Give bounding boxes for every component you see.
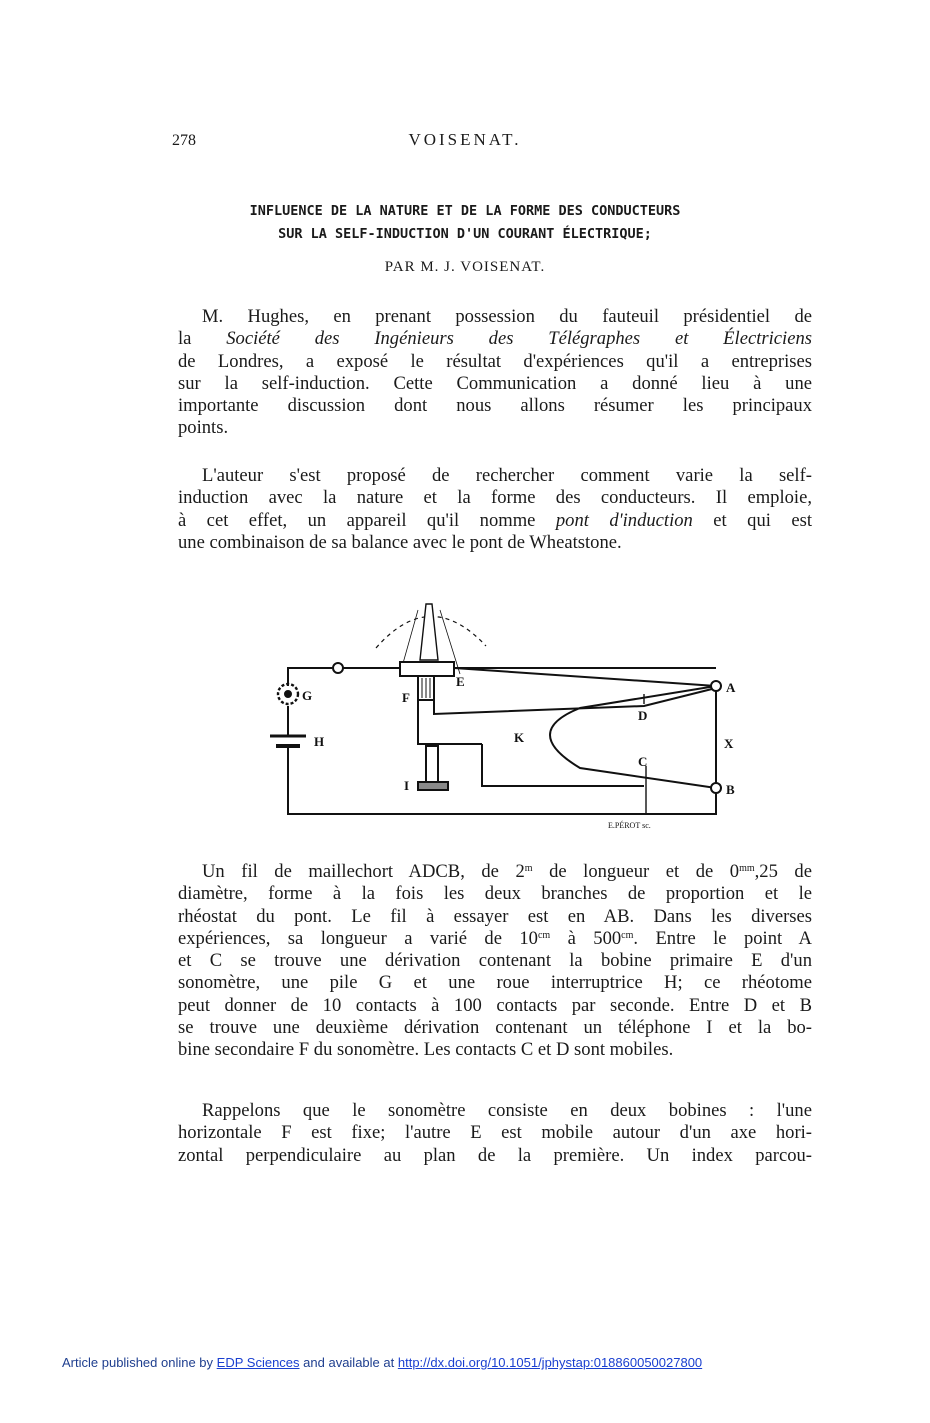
text-line: expériences, sa longueur a varié de $10^{cm}$ à $500^{cm}$. Entre le point A xyxy=(178,927,812,949)
figure-label-b: B xyxy=(726,782,735,797)
figure-label-a: A xyxy=(726,680,736,695)
footer-middle: and available at xyxy=(303,1355,395,1370)
text-line: une combinaison de sa balance avec le pont de Wheatstone. xyxy=(178,531,622,553)
text-line: se trouve une deuxième dérivation contenant un téléphone I et la bo- xyxy=(178,1017,812,1039)
paragraph-2 xyxy=(178,465,812,554)
text-line: zontal perpendiculaire au plan de la première. Un index parcou- xyxy=(178,1144,812,1166)
text-line: Un fil de maillechort ADCB, de 2$^m$ de longueur et de $0^{mm},25$ de xyxy=(202,861,812,882)
text-line: à cet effet, un appareil qu'il nomme pont d'induction et qui est xyxy=(178,509,812,531)
figure-label-x: X xyxy=(724,736,734,751)
figure-label-h: H xyxy=(314,734,325,749)
text-line: points. xyxy=(178,417,229,439)
figure-label-d: D xyxy=(638,708,648,723)
article-author: PAR M. J. VOISENAT. xyxy=(384,259,546,275)
text-line: induction avec la nature et la forme des conducteurs. Il emploie, xyxy=(178,487,812,509)
text-line: M. Hughes, en prenant possession du fauteuil présidentiel de xyxy=(202,306,812,327)
text-line: de Londres, a exposé le résultat d'expériences qu'il a entreprises xyxy=(178,350,812,372)
paragraph-3 xyxy=(178,861,812,1062)
page-number: 278 xyxy=(172,132,196,149)
text-line: bine secondaire F du sonomètre. Les contacts C et D sont mobiles. xyxy=(178,1039,674,1061)
doi-link[interactable]: http://dx.doi.org/10.1051/jphystap:018860050027800 xyxy=(397,1355,703,1370)
figure-label-g: G xyxy=(302,688,313,703)
figure-label-k: K xyxy=(514,730,525,745)
article-title-line-1: INFLUENCE DE LA NATURE ET DE LA FORME DES CONDUCTEURS xyxy=(249,203,681,219)
text-line: la Société des Ingénieurs des Télégraphes et Électriciens xyxy=(178,328,812,350)
paragraph-4 xyxy=(178,1100,812,1167)
publication-footer xyxy=(62,1355,702,1370)
running-head: VOISENAT. xyxy=(408,130,522,149)
text-line: rhéostat du pont. Le fil à essayer est en AB. Dans les diverses xyxy=(178,905,812,927)
figure-label-c: C xyxy=(638,754,648,769)
footer-prefix: Article published online by xyxy=(62,1355,214,1370)
text-line: sur la self-induction. Cette Communication a donné lieu à une xyxy=(178,372,812,394)
text-line: L'auteur s'est proposé de rechercher comment varie la self- xyxy=(202,465,812,486)
figure-engraver-credit: E.PÉROT sc. xyxy=(608,821,651,830)
text-line: et C se trouve une dérivation contenant la bobine primaire E d'un xyxy=(178,950,812,972)
text-line: Rappelons que le sonomètre consiste en deux bobines : l'une xyxy=(202,1100,812,1121)
text-line: sonomètre, une pile G et une roue interruptrice H; ce rhéotome xyxy=(178,972,812,994)
text-line: importante discussion dont nous allons résumer les principaux xyxy=(178,395,812,417)
text-line: diamètre, forme à la fois les deux branches de proportion et le xyxy=(178,883,812,905)
publisher-link[interactable]: EDP Sciences xyxy=(216,1355,300,1370)
text-line: peut donner de 10 contacts à 100 contacts par seconde. Entre D et B xyxy=(178,994,812,1016)
figure-label-i: I xyxy=(404,778,410,793)
figure-label-e: E xyxy=(456,674,465,689)
circuit-figure xyxy=(250,596,770,836)
article-title-line-2: SUR LA SELF-INDUCTION D'UN COURANT ÉLECTRIQUE; xyxy=(278,226,652,242)
figure-label-f: F xyxy=(402,690,410,705)
paragraph-1 xyxy=(178,306,812,440)
text-line: horizontale F est fixe; l'autre E est mobile autour d'un axe hori- xyxy=(178,1122,812,1144)
